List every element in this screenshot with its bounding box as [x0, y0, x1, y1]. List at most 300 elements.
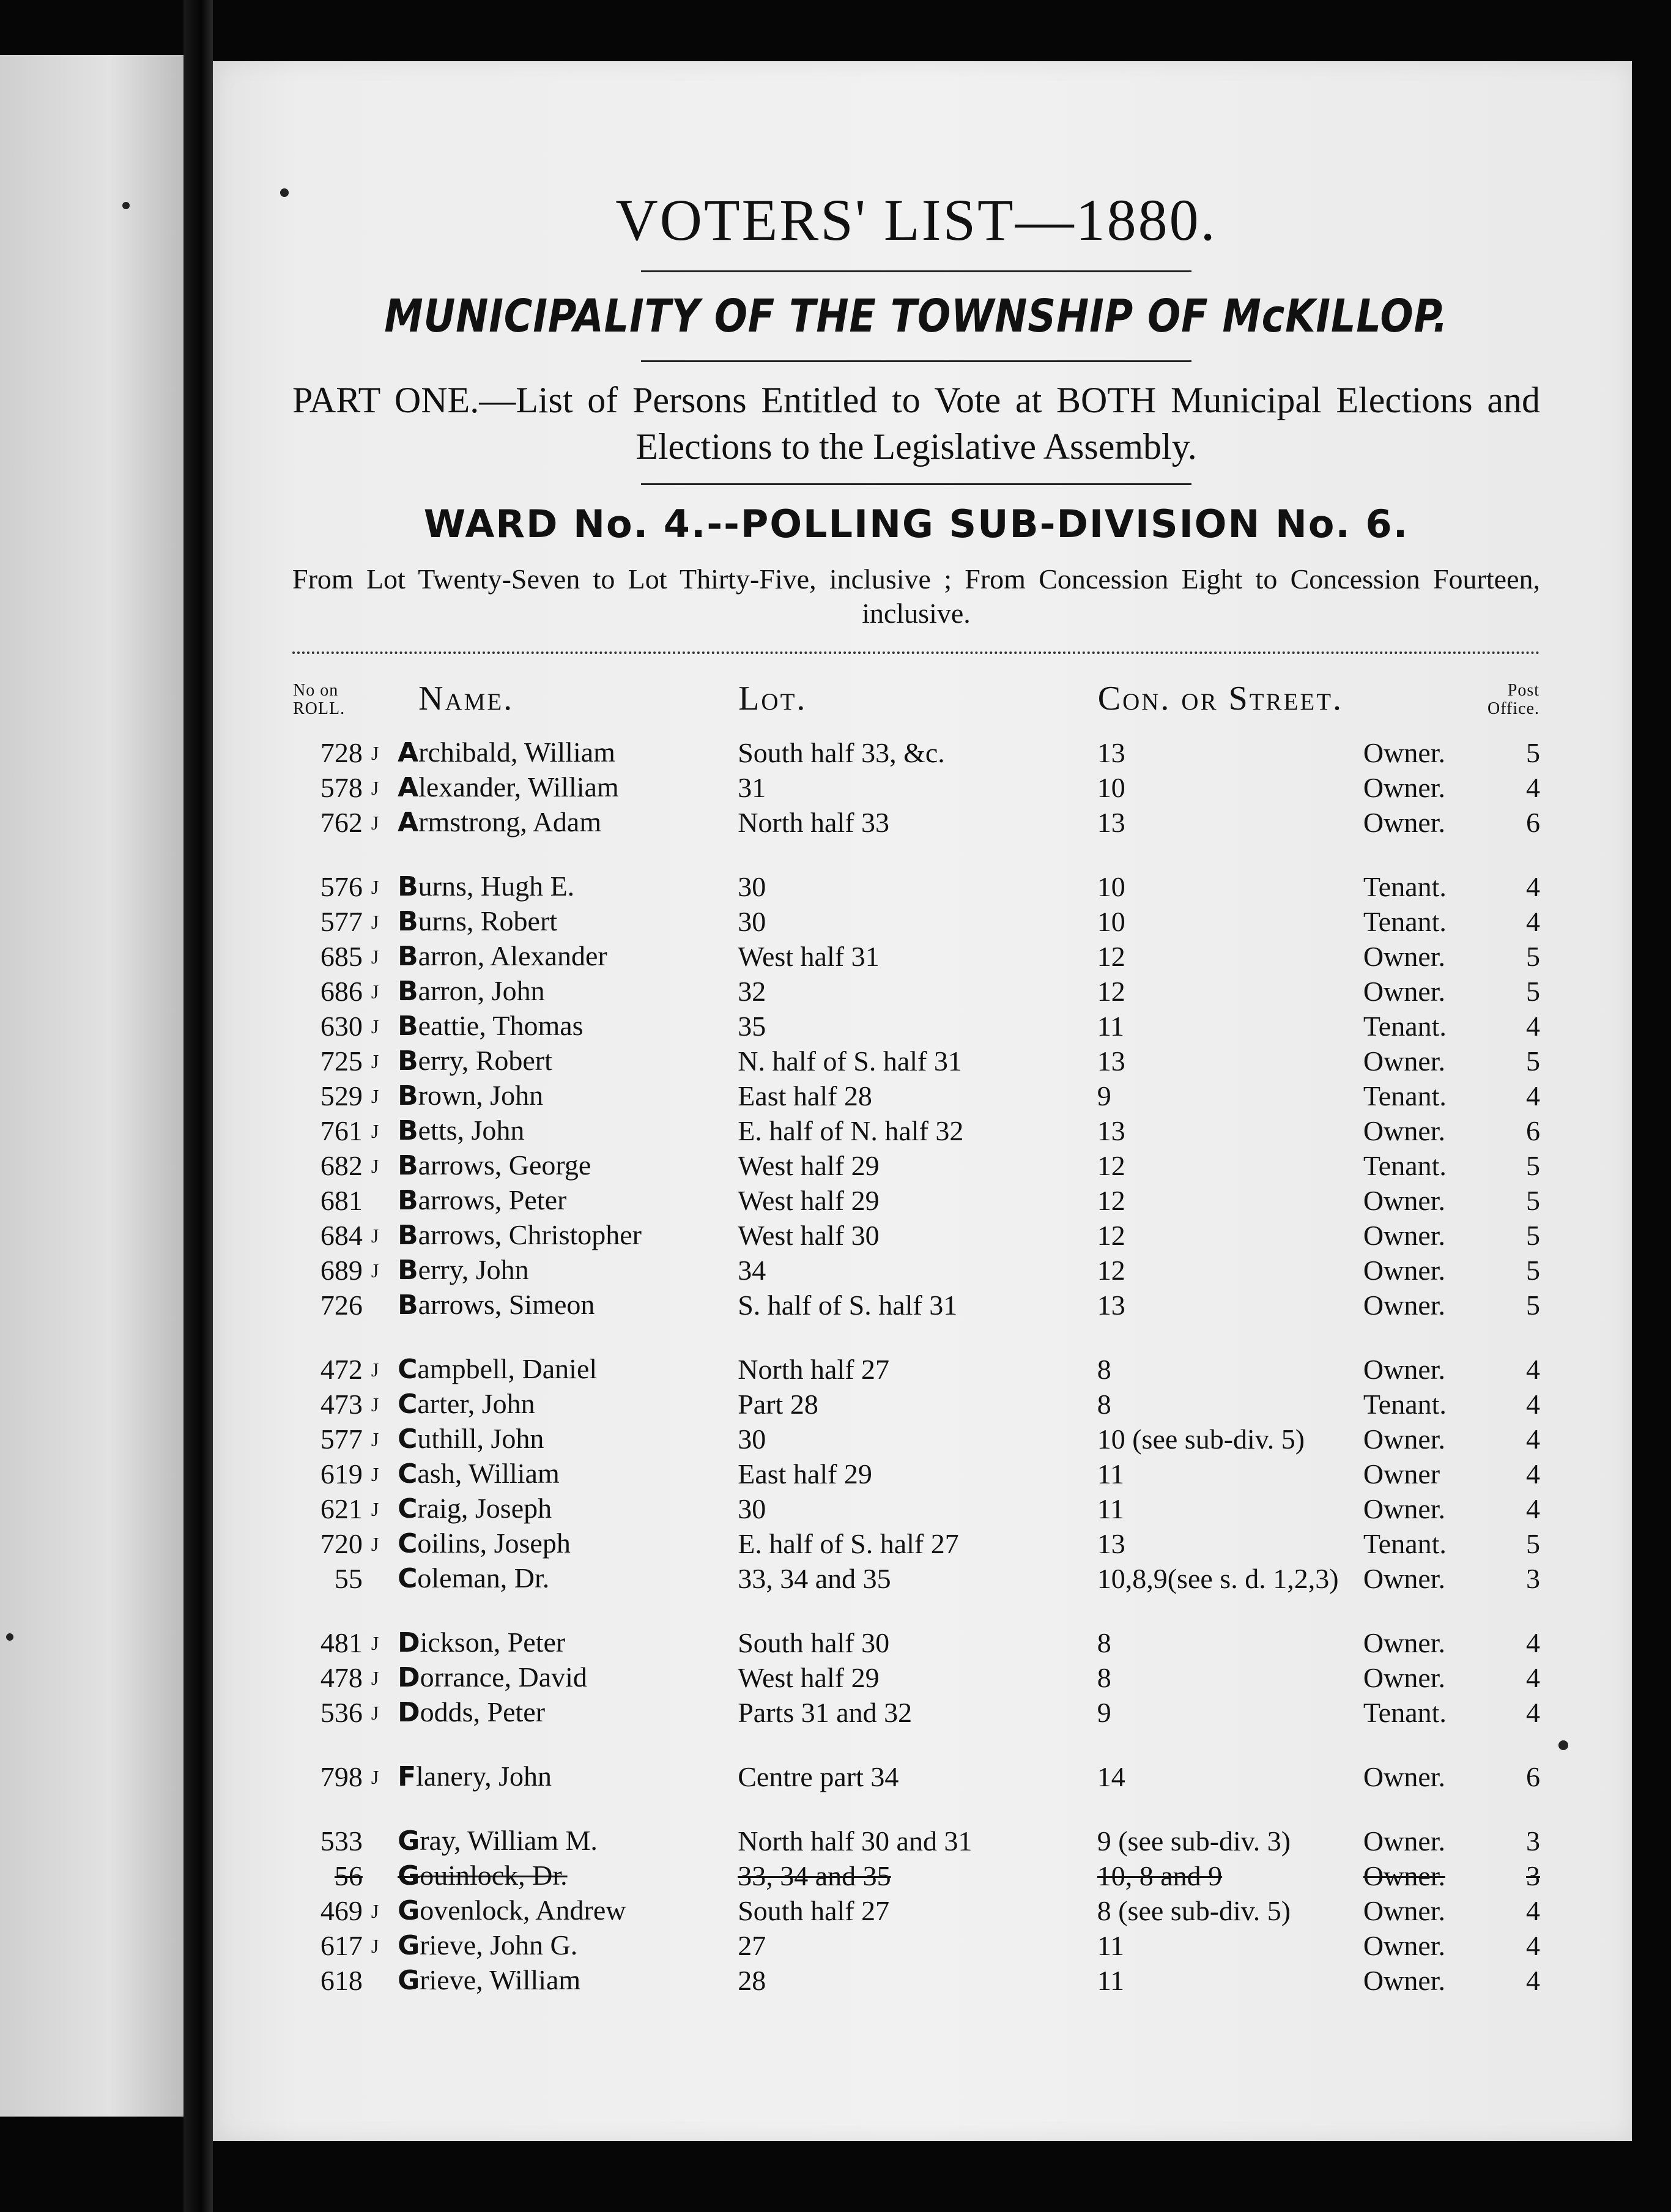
concession: 12	[1097, 1254, 1125, 1286]
post-office: 5	[1526, 940, 1540, 972]
tenure-status: Owner.	[1363, 1661, 1446, 1693]
concession: 10	[1097, 870, 1125, 902]
voter-name	[394, 1824, 738, 1858]
tenure-status: Owner.	[1363, 1045, 1446, 1077]
concession: 8	[1097, 1627, 1111, 1658]
post-office: 5	[1526, 1527, 1540, 1559]
name-rest: ray, William M.	[420, 1825, 598, 1856]
table-row	[292, 1526, 1540, 1561]
voter-name	[394, 1183, 738, 1218]
voter-name	[394, 1625, 738, 1660]
name-rest: rown, John	[418, 1080, 544, 1111]
table-row	[292, 1422, 1540, 1457]
roll-number: 533	[320, 1825, 363, 1857]
roll-number: 56	[334, 1860, 363, 1891]
table-row	[292, 1183, 1540, 1218]
concession: 8	[1097, 1388, 1111, 1420]
facing-page-edge	[0, 55, 183, 2117]
roll-number: 619	[320, 1458, 363, 1490]
table-row	[292, 1491, 1540, 1526]
surname-initial: C	[398, 1458, 418, 1490]
table-row	[292, 770, 1540, 805]
surname-initial: B	[398, 1045, 418, 1077]
name-rest: arron, John	[418, 975, 545, 1006]
lot-range-description: From Lot Twenty-Seven to Lot Thirty-Five, inclusive ; From Concession Eight to Concession Fourteen, inclusive.	[292, 563, 1540, 629]
name-rest: arron, Alexander	[418, 940, 607, 971]
name-rest: uthill, John	[417, 1423, 544, 1454]
voter-name	[394, 1009, 738, 1044]
surname-initial: C	[398, 1493, 418, 1524]
voter-name	[394, 1387, 738, 1422]
roll-number: 720	[320, 1527, 363, 1559]
table-row	[292, 1387, 1540, 1422]
tenure-status: Owner.	[1363, 1964, 1446, 1996]
voter-name	[394, 1422, 738, 1457]
voter-name	[394, 735, 738, 770]
concession: 11	[1097, 1493, 1125, 1524]
juror-mark: J	[371, 945, 379, 968]
table-row	[292, 735, 1540, 770]
tenure-status: Owner.	[1363, 1562, 1446, 1594]
name-rest: arrows, Christopher	[418, 1219, 642, 1250]
post-office: 3	[1526, 1562, 1540, 1594]
concession: 9	[1097, 1080, 1111, 1112]
tenure-status: Owner.	[1363, 806, 1446, 838]
tenure-status: Tenant.	[1363, 1080, 1447, 1112]
surname-initial: B	[398, 906, 418, 937]
concession: 11	[1097, 1964, 1125, 1996]
juror-mark: J	[371, 1050, 379, 1072]
concession: 13	[1097, 737, 1125, 768]
surname-initial: B	[398, 871, 418, 902]
name-rest: orrance, David	[420, 1661, 587, 1693]
lot: West half 31	[738, 940, 880, 972]
table-row	[292, 1044, 1540, 1078]
concession: 8 (see sub-div. 5)	[1097, 1895, 1291, 1926]
concession: 14	[1097, 1761, 1125, 1792]
roll-number: 728	[320, 737, 363, 768]
roll-number: 529	[320, 1080, 363, 1112]
surname-initial: G	[398, 1825, 420, 1857]
roll-number: 55	[334, 1562, 363, 1594]
juror-mark	[371, 1858, 394, 1893]
concession: 12	[1097, 975, 1125, 1007]
table-row	[292, 1561, 1540, 1596]
part-description: PART ONE.—List of Persons Entitled to Vote at BOTH Municipal Elections and Elections to the Legislative Assembly.	[292, 380, 1540, 467]
surname-initial: C	[398, 1354, 418, 1385]
voter-name	[394, 1695, 738, 1730]
juror-mark: J	[371, 1765, 379, 1788]
lot: Centre part 34	[738, 1761, 899, 1792]
roll-number: 617	[320, 1929, 363, 1961]
header-name: Name.	[418, 680, 514, 718]
concession: 8	[1097, 1661, 1111, 1693]
lot: South half 27	[738, 1895, 890, 1926]
tenure-status: Owner.	[1363, 1929, 1446, 1961]
post-office: 5	[1526, 737, 1540, 768]
concession: 12	[1097, 1149, 1125, 1181]
name-rest: etts, John	[418, 1115, 525, 1146]
concession: 12	[1097, 1219, 1125, 1251]
tenure-status: Owner.	[1363, 1289, 1446, 1321]
post-office: 4	[1526, 1423, 1540, 1455]
speck	[122, 202, 130, 209]
voter-name	[394, 1660, 738, 1695]
table-row	[292, 1695, 1540, 1730]
post-office: 6	[1526, 1761, 1540, 1792]
post-office: 3	[1526, 1825, 1540, 1857]
table-row	[292, 1759, 1540, 1794]
juror-mark: J	[371, 1532, 379, 1555]
header-roll-line2: ROLL.	[293, 699, 346, 718]
roll-number: 725	[320, 1045, 363, 1077]
roll-number: 684	[320, 1219, 363, 1251]
surname-initial: B	[398, 1290, 418, 1321]
name-rest: ash, William	[417, 1458, 560, 1489]
surname-initial: D	[398, 1662, 420, 1693]
post-office: 4	[1526, 1353, 1540, 1385]
lot: N. half of S. half 31	[738, 1045, 962, 1077]
post-office: 4	[1526, 870, 1540, 902]
juror-mark: J	[371, 1899, 379, 1922]
roll-number: 682	[320, 1149, 363, 1181]
concession: 8	[1097, 1353, 1111, 1385]
name-rest: urns, Robert	[418, 905, 558, 937]
voter-name	[394, 1457, 738, 1491]
roll-number: 686	[320, 975, 363, 1007]
lot: South half 33, &c.	[738, 737, 945, 768]
post-office: 5	[1526, 1045, 1540, 1077]
post-office: 4	[1526, 1458, 1540, 1490]
tenure-status: Owner	[1363, 1458, 1440, 1490]
surname-initial: A	[398, 807, 419, 838]
juror-mark	[371, 1963, 394, 1998]
lot: West half 29	[738, 1149, 880, 1181]
post-office: 5	[1526, 1184, 1540, 1216]
voter-name	[394, 770, 738, 805]
lot: 33, 34 and 35	[738, 1860, 891, 1891]
post-office: 4	[1526, 1696, 1540, 1728]
name-rest: arrows, George	[418, 1149, 591, 1181]
group-spacer-cell	[292, 1794, 1540, 1824]
table-row	[292, 1009, 1540, 1044]
voter-name	[394, 939, 738, 974]
header-post-office	[1487, 678, 1540, 735]
concession: 13	[1097, 806, 1125, 838]
page-title: VOTERS' LIST—1880.	[615, 187, 1217, 253]
tenure-status: Owner.	[1363, 1353, 1446, 1385]
tenure-status: Tenant.	[1363, 1010, 1447, 1042]
table-row	[292, 1824, 1540, 1858]
juror-mark: J	[371, 1428, 379, 1450]
table-row	[292, 1457, 1540, 1491]
roll-number: 761	[320, 1115, 363, 1146]
voter-name	[394, 1759, 738, 1794]
table-row	[292, 974, 1540, 1009]
table-row	[292, 1893, 1540, 1928]
juror-mark: J	[371, 1358, 379, 1381]
name-rest: ampbell, Daniel	[417, 1353, 598, 1384]
juror-mark: J	[371, 1934, 379, 1957]
name-rest: erry, John	[418, 1254, 529, 1285]
lot: E. half of N. half 32	[738, 1115, 964, 1146]
concession: 11	[1097, 1010, 1125, 1042]
lot: North half 27	[738, 1353, 890, 1385]
subtitle-rule	[641, 360, 1191, 362]
post-office: 5	[1526, 1219, 1540, 1251]
post-office: 4	[1526, 1929, 1540, 1961]
post-office: 4	[1526, 1388, 1540, 1420]
surname-initial: F	[398, 1761, 417, 1792]
surname-initial: D	[398, 1697, 420, 1728]
book-gutter	[183, 0, 213, 2212]
name-rest: oleman, Dr.	[417, 1562, 550, 1594]
header-po-line1: Post	[1507, 681, 1539, 700]
post-office: 4	[1526, 1010, 1540, 1042]
concession: 12	[1097, 1184, 1125, 1216]
post-office: 5	[1526, 1254, 1540, 1286]
document-page	[213, 61, 1632, 2141]
voter-name	[394, 1078, 738, 1113]
surname-initial: B	[398, 1255, 418, 1286]
voter-name	[394, 1352, 738, 1387]
tenure-status: Tenant.	[1363, 1388, 1447, 1420]
lot: 31	[738, 771, 766, 803]
juror-mark	[371, 1561, 394, 1596]
speck	[6, 1633, 13, 1641]
tenure-status: Owner.	[1363, 1115, 1446, 1146]
tenure-status: Tenant.	[1363, 1149, 1447, 1181]
table-row	[292, 939, 1540, 974]
table-header-row	[292, 678, 1540, 735]
name-rest: eattie, Thomas	[418, 1010, 584, 1041]
surname-initial: D	[398, 1627, 420, 1658]
lot: Part 28	[738, 1388, 818, 1420]
lot: 35	[738, 1010, 766, 1042]
table-row	[292, 1928, 1540, 1963]
name-rest: ouinlock, Dr.	[420, 1860, 568, 1891]
group-spacer-cell	[292, 1596, 1540, 1625]
lot: East half 28	[738, 1080, 872, 1112]
group-spacer	[292, 1794, 1540, 1824]
tenure-status: Tenant.	[1363, 1527, 1447, 1559]
surname-initial: B	[398, 1185, 418, 1216]
table-row	[292, 1078, 1540, 1113]
surname-initial: G	[398, 1930, 420, 1961]
voter-name	[394, 1963, 738, 1998]
lot: South half 30	[738, 1627, 890, 1658]
lot: 32	[738, 975, 766, 1007]
lot: West half 29	[738, 1184, 880, 1216]
name-rest: rchibald, William	[418, 737, 615, 768]
tenure-status: Owner.	[1363, 1761, 1446, 1792]
municipality-subtitle: MUNICIPALITY OF THE TOWNSHIP OF McKILLOP.	[384, 290, 1448, 343]
table-row	[292, 1218, 1540, 1253]
tenure-status: Owner.	[1363, 1825, 1446, 1857]
lot: East half 29	[738, 1458, 872, 1490]
roll-number: 473	[320, 1388, 363, 1420]
roll-number: 577	[320, 905, 363, 937]
name-rest: erry, Robert	[418, 1045, 552, 1076]
roll-number: 762	[320, 806, 363, 838]
juror-mark: J	[371, 1701, 379, 1724]
juror-mark: J	[371, 1154, 379, 1177]
roll-number: 726	[320, 1289, 363, 1321]
surname-initial: A	[398, 737, 419, 768]
concession: 11	[1097, 1929, 1125, 1961]
lot: S. half of S. half 31	[738, 1289, 958, 1321]
post-office: 4	[1526, 1493, 1540, 1524]
lot: 34	[738, 1254, 766, 1286]
juror-mark	[371, 1183, 394, 1218]
post-office: 3	[1526, 1860, 1540, 1891]
name-rest: odds, Peter	[420, 1696, 546, 1728]
concession: 10	[1097, 905, 1125, 937]
surname-initial: C	[398, 1423, 418, 1455]
concession: 10,8,9(see s. d. 1,2,3)	[1097, 1562, 1339, 1594]
lot: West half 29	[738, 1661, 880, 1693]
tenure-status: Owner.	[1363, 1219, 1446, 1251]
header-po-line2: Office.	[1488, 699, 1539, 718]
name-rest: ovenlock, Andrew	[420, 1895, 626, 1926]
surname-initial: B	[398, 976, 418, 1007]
concession: 9 (see sub-div. 3)	[1097, 1825, 1291, 1857]
group-spacer-cell	[292, 1323, 1540, 1352]
table-row	[292, 1148, 1540, 1183]
post-office: 5	[1526, 975, 1540, 1007]
juror-mark: J	[371, 1119, 379, 1142]
header-lot: Lot.	[738, 680, 807, 718]
roll-number: 469	[320, 1895, 363, 1926]
tenure-status: Owner.	[1363, 1423, 1446, 1455]
voter-name	[394, 1044, 738, 1078]
title-rule	[641, 270, 1191, 272]
name-rest: rieve, John G.	[420, 1929, 578, 1961]
roll-number: 630	[320, 1010, 363, 1042]
table-row	[292, 1253, 1540, 1288]
roll-number: 689	[320, 1254, 363, 1286]
juror-mark: J	[371, 910, 379, 933]
concession: 13	[1097, 1527, 1125, 1559]
group-spacer	[292, 1730, 1540, 1759]
ward-heading: WARD No. 4.--POLLING SUB-DIVISION No. 6.	[423, 502, 1409, 546]
surname-initial: C	[398, 1528, 418, 1559]
tenure-status: Owner.	[1363, 1254, 1446, 1286]
juror-mark: J	[371, 875, 379, 898]
voter-name	[394, 1253, 738, 1288]
surname-initial: B	[398, 1011, 418, 1042]
surname-initial: A	[398, 772, 419, 803]
header-roll	[292, 678, 394, 735]
voter-name	[394, 1491, 738, 1526]
name-rest: oilins, Joseph	[417, 1527, 571, 1559]
voter-rows	[292, 735, 1540, 1998]
surname-initial: G	[398, 1860, 420, 1891]
table-row	[292, 904, 1540, 939]
roll-number: 681	[320, 1184, 363, 1216]
post-office: 6	[1526, 806, 1540, 838]
juror-mark: J	[371, 776, 379, 799]
page-content	[292, 184, 1540, 1998]
tenure-status: Owner.	[1363, 975, 1446, 1007]
surname-initial: C	[398, 1563, 418, 1594]
concession: 9	[1097, 1696, 1111, 1728]
table-row	[292, 1352, 1540, 1387]
voter-name	[394, 974, 738, 1009]
concession: 13	[1097, 1045, 1125, 1077]
voter-name	[394, 1526, 738, 1561]
voter-name	[394, 869, 738, 904]
post-office: 6	[1526, 1115, 1540, 1146]
concession: 12	[1097, 940, 1125, 972]
name-rest: raig, Joseph	[417, 1493, 552, 1524]
group-spacer-cell	[292, 840, 1540, 869]
surname-initial: B	[398, 941, 418, 972]
tenure-status: Tenant.	[1363, 870, 1447, 902]
concession: 10, 8 and 9	[1097, 1860, 1223, 1891]
name-rest: urns, Hugh E.	[418, 870, 575, 902]
header-con: Con. or Street.	[1097, 680, 1344, 718]
post-office: 5	[1526, 1149, 1540, 1181]
post-office: 4	[1526, 1627, 1540, 1658]
tenure-status: Owner.	[1363, 1627, 1446, 1658]
part-rule	[641, 483, 1191, 485]
post-office: 4	[1526, 1895, 1540, 1926]
name-rest: ickson, Peter	[420, 1627, 566, 1658]
roll-number: 577	[320, 1423, 363, 1455]
header-roll-line1: No on	[293, 681, 339, 700]
juror-mark: J	[371, 1463, 379, 1485]
voter-name	[394, 1218, 738, 1253]
juror-mark: J	[371, 1631, 379, 1654]
name-rest: lanery, John	[416, 1761, 552, 1792]
juror-mark: J	[371, 1393, 379, 1416]
lot: 30	[738, 1493, 766, 1524]
name-rest: lexander, William	[418, 771, 619, 803]
lot: 30	[738, 870, 766, 902]
concession: 13	[1097, 1289, 1125, 1321]
tenure-status: Owner.	[1363, 940, 1446, 972]
roll-number: 618	[320, 1964, 363, 1996]
surname-initial: C	[398, 1389, 418, 1420]
juror-mark: J	[371, 1224, 379, 1247]
post-office: 4	[1526, 1661, 1540, 1693]
tenure-status: Owner.	[1363, 737, 1446, 768]
group-spacer	[292, 1323, 1540, 1352]
lot: 33, 34 and 35	[738, 1562, 891, 1594]
lot: 30	[738, 905, 766, 937]
lot: 30	[738, 1423, 766, 1455]
speck	[280, 188, 289, 197]
roll-number: 481	[320, 1627, 363, 1658]
juror-mark	[371, 1824, 394, 1858]
table-row	[292, 1963, 1540, 1998]
tenure-status: Tenant.	[1363, 1696, 1447, 1728]
tenure-status: Owner.	[1363, 1895, 1446, 1926]
concession: 10	[1097, 771, 1125, 803]
group-spacer	[292, 1596, 1540, 1625]
juror-mark: J	[371, 1498, 379, 1520]
surname-initial: B	[398, 1150, 418, 1181]
speck	[1558, 1740, 1568, 1750]
tenure-status: Owner.	[1363, 1184, 1446, 1216]
name-rest: rieve, William	[420, 1964, 581, 1995]
name-rest: arrows, Peter	[418, 1184, 567, 1215]
voters-table	[292, 678, 1540, 1998]
lot: 28	[738, 1964, 766, 1996]
group-spacer	[292, 840, 1540, 869]
table-row	[292, 1858, 1540, 1893]
